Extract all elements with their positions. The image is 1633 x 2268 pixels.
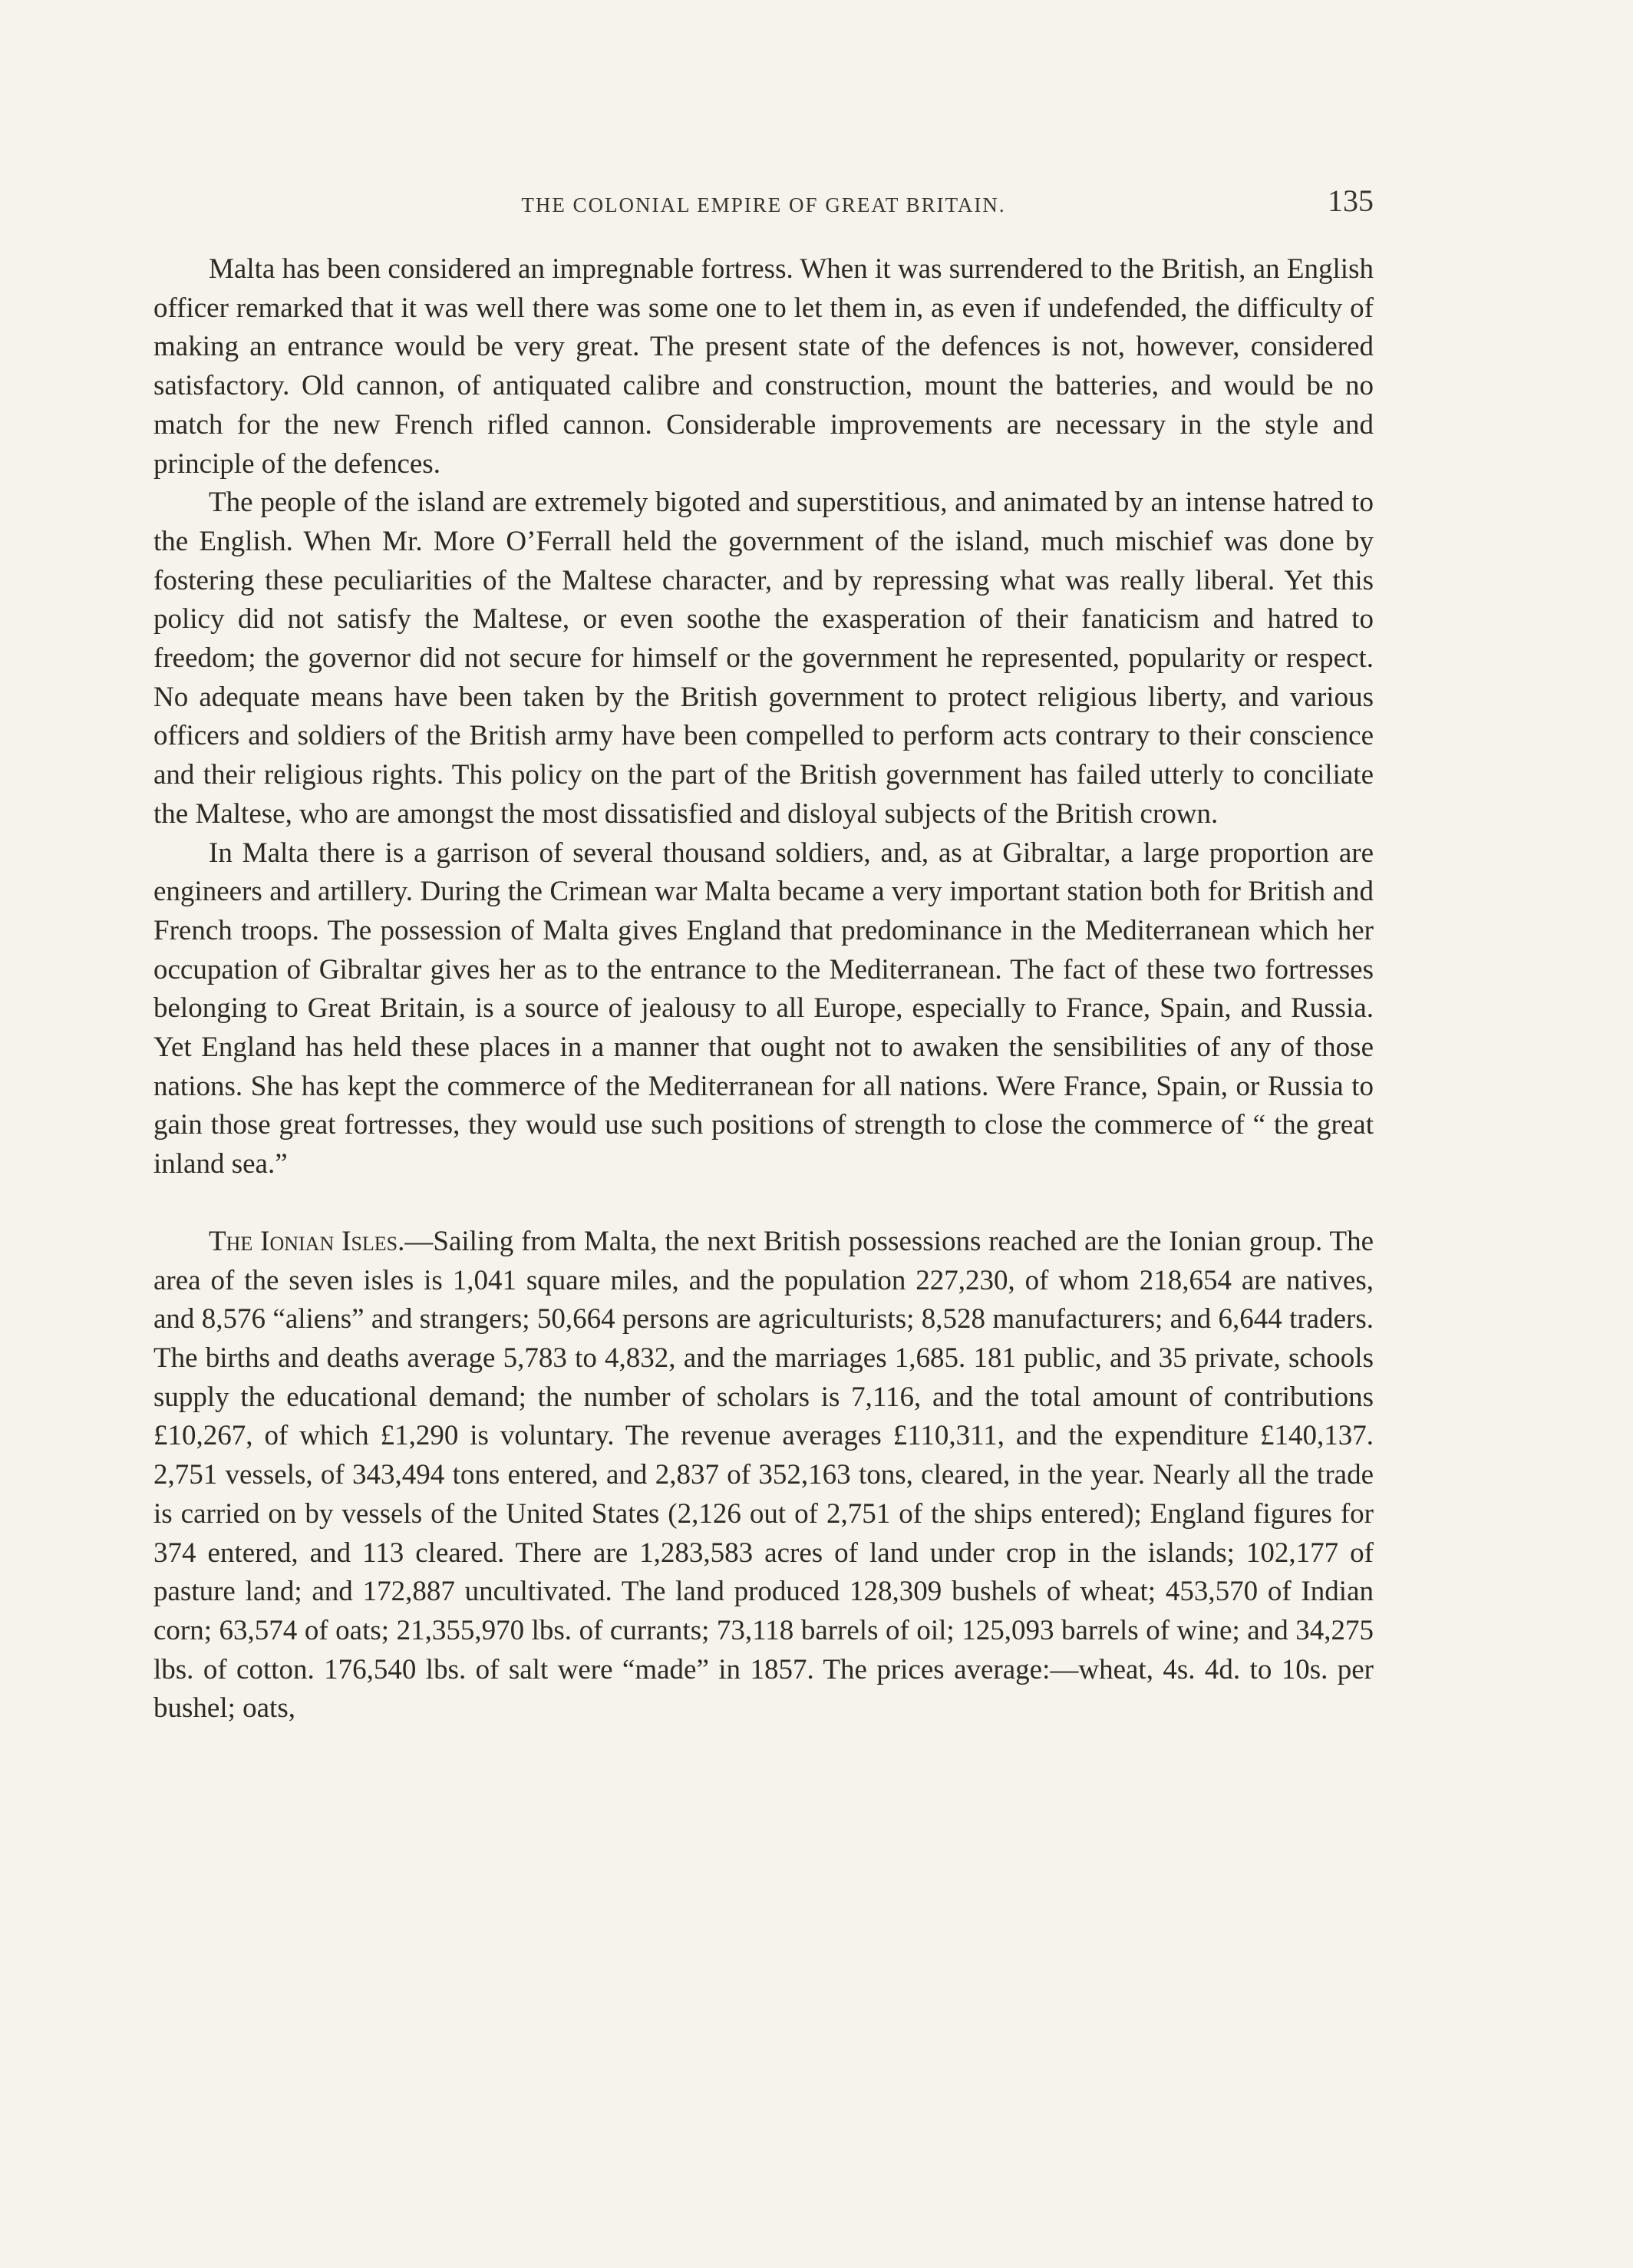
paragraph-malta-fortress: Malta has been considered an impregnable fortress. When it was surrendered to the British, an English officer remarked that it was well there was some one to let them in, as even if undefended, the difficulty of making an entrance would be very great. The present state of the defences is not, however, considered satisfactory. Old cannon, of antiquated calibre and construction, mount the batteries, and would be no match for the new French rifled cannon. Considerable improvements are necessary in the style and principle of the defences. xyxy=(153,253,1374,480)
page-header xyxy=(153,183,1374,229)
paragraph-ionian-isles xyxy=(153,1223,1374,1728)
section-text: —Sailing from Malta, the next British possessions reached are the Ionian group. The area of the seven isles is 1,041 square miles, and the population 227,230, of whom 218,654 are natives, and 8,576 “aliens” and strangers; 50,664 persons are agriculturists; 8,528 manufacturers; and 6,644 traders. The births and deaths average 5,783 to 4,832, and the marriages 1,685. 181 public, and 35 private, schools supply the educational demand; the number of scholars is 7,116, and the total amount of contributions £10,267, of which £1,290 is voluntary. The revenue averages £110,311, and the expenditure £140,137. 2,751 vessels, of 343,494 tons entered, and 2,837 of 352,163 tons, cleared, in the year. Nearly all the trade is carried on by vessels of the United States (2,126 out of 2,751 of the ships entered); England figures for 374 entered, and 113 cleared. There are 1,283,583 acres of land under crop in the islands; 102,177 of pasture land; and 172,887 uncultivated. The land produced 128,309 bushels of wheat; 453,570 of Indian corn; 63,574 of oats; 21,355,970 lbs. of currants; 73,118 barrels of oil; 125,093 barrels of wine; and 34,275 lbs. of cotton. 176,540 lbs. of salt were “made” in 1857. The prices average:—wheat, 4s. 4d. to 10s. per bushel; oats, xyxy=(153,1225,1374,1725)
section-gap xyxy=(153,1184,1374,1223)
body-text xyxy=(153,250,1374,1728)
paragraph-malta-garrison: In Malta there is a garrison of several thousand soldiers, and, as at Gibraltar, a large proportion are engineers and artillery. During the Crimean war Malta became a very important station both for British and French troops. The possession of Malta gives England that predominance in the Mediterranean which her occupation of Gibraltar gives her as to the entrance to the Mediterranean. The fact of these two fortresses belonging to Great Britain, is a source of jealousy to all Europe, especially to France, Spain, and Russia. Yet England has held these places in a manner that ought not to awaken the sensibilities of any of those nations. She has kept the commerce of the Mediterranean for all nations. Were France, Spain, or Russia to gain those great fortresses, they would use such positions of strength to close the commerce of “ the great inland sea.” xyxy=(153,837,1374,1180)
section-heading: The Ionian Isles. xyxy=(209,1225,405,1257)
page-number: 135 xyxy=(1328,183,1374,218)
running-title: THE COLONIAL EMPIRE OF GREAT BRITAIN. xyxy=(521,193,1006,216)
paragraph-maltese-people: The people of the island are extremely bigoted and superstitious, and animated by an intense hatred to the English. When Mr. More O’Ferrall held the government of the island, much mischief was done by fostering these peculiarities of the Maltese character, and by repressing what was really liberal. Yet this policy did not satisfy the Maltese, or even soothe the exasperation of their fanaticism and hatred to freedom; the governor did not secure for himself or the government he represented, popularity or respect. No adequate means have been taken by the British government to protect religious liberty, and various officers and soldiers of the British army have been compelled to perform acts contrary to their conscience and their religious rights. This policy on the part of the British government has failed utterly to conciliate the Maltese, who are amongst the most dissatisfied and disloyal subjects of the British crown. xyxy=(153,487,1374,830)
